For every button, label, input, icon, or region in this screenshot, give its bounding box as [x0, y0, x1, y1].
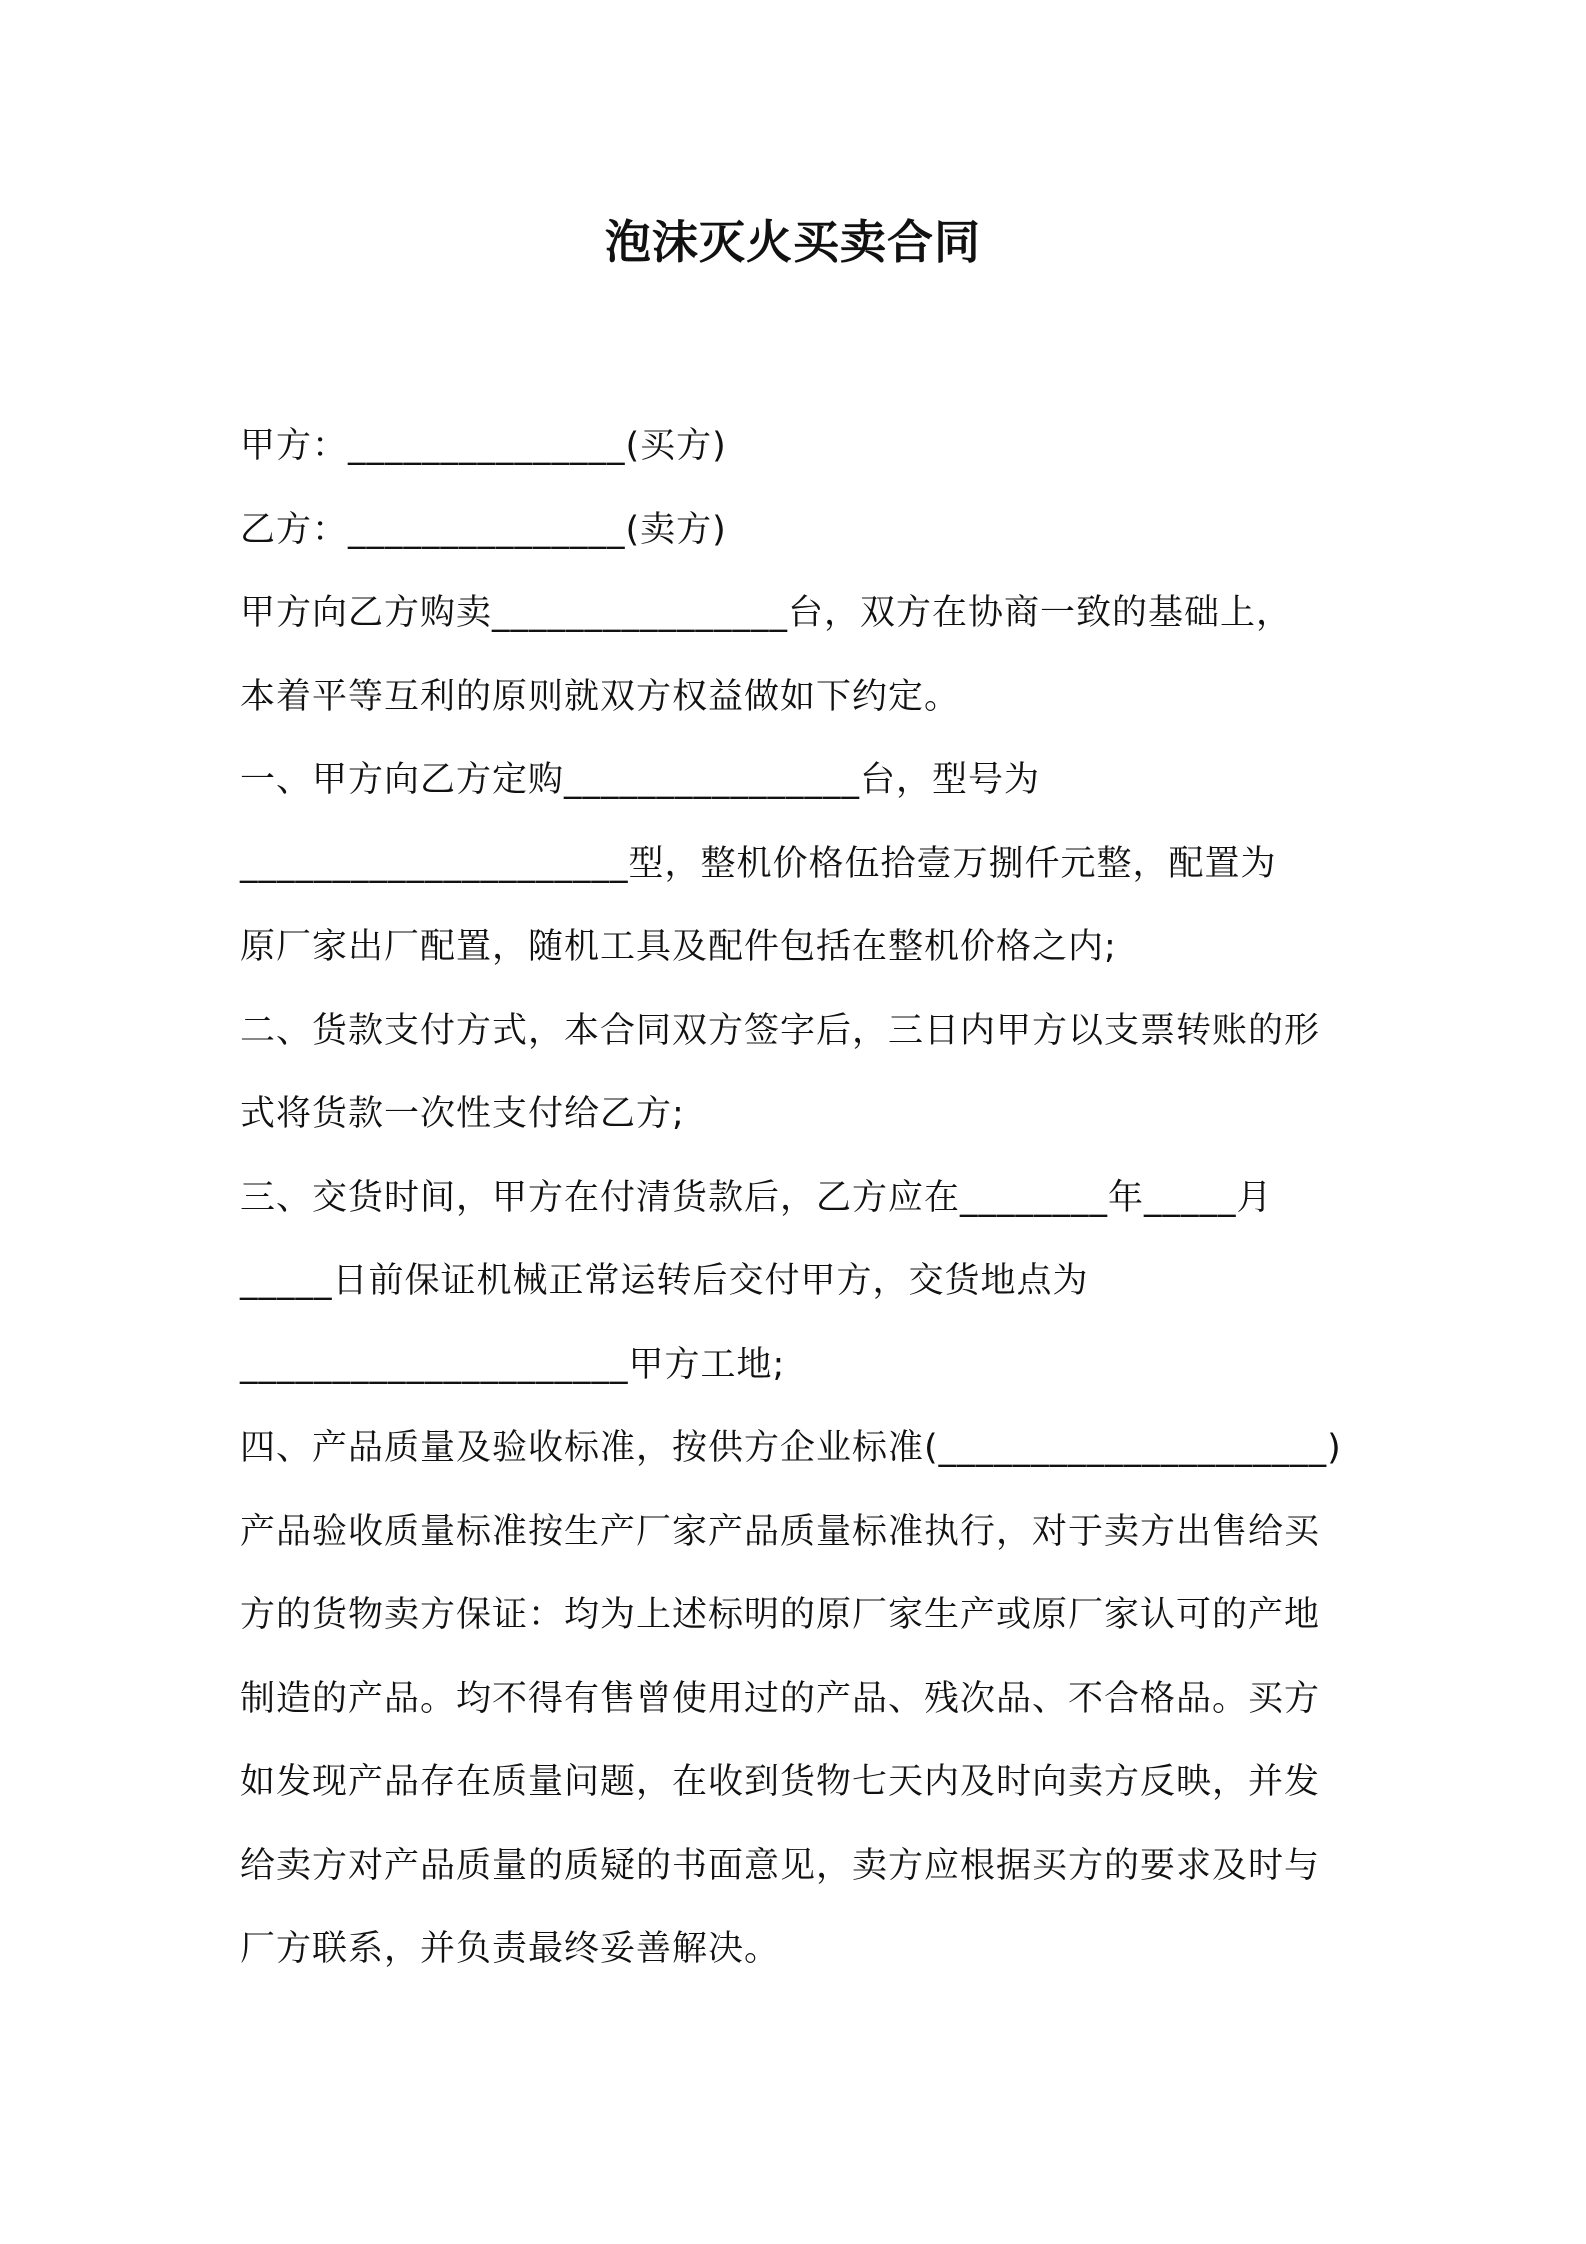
- clause-2-line: 二、货款支付方式，本合同双方签字后，三日内甲方以支票转账的形: [240, 1010, 1321, 1051]
- clause-2-line: 式将货款一次性支付给乙方;: [240, 1094, 685, 1134]
- clause-1-line: 一、甲方向乙方定购________________台，型号为: [240, 760, 1041, 800]
- preamble-line: 甲方向乙方购卖________________台，双方在协商一致的基础上，: [240, 593, 1293, 633]
- clause-4-line: 产品验收质量标准按生产厂家产品质量标准执行，对于卖方出售给买: [240, 1511, 1321, 1552]
- preamble-line: 本着平等互利的原则就双方权益做如下约定。: [240, 676, 961, 717]
- clause-1-line: 原厂家出厂配置，随机工具及配件包括在整机价格之内;: [240, 927, 1117, 967]
- clause-4-line: 给卖方对产品质量的质疑的书面意见，卖方应根据买方的要求及时与: [240, 1845, 1321, 1886]
- clause-3-line: 三、交货时间，甲方在付清货款后，乙方应在________年_____月: [240, 1177, 1273, 1218]
- clause-4-line: 方的货物卖方保证：均为上述标明的原厂家生产或原厂家认可的产地: [240, 1595, 1321, 1635]
- clause-1-line: _____________________型，整机价格伍拾壹万捌仟元整，配置为: [240, 843, 1277, 884]
- clause-3-line: _____日前保证机械正常运转后交付甲方，交货地点为: [240, 1261, 1089, 1301]
- party-a-line: 甲方：_______________(买方): [240, 426, 727, 466]
- clause-4-line: 厂方联系，并负责最终妥善解决。: [240, 1929, 781, 1969]
- clause-4-line: 制造的产品。均不得有售曾使用过的产品、残次品、不合格品。买方: [240, 1678, 1321, 1719]
- document-body: [240, 405, 1360, 1992]
- clause-4-line: 如发现产品存在质量问题，在收到货物七天内及时向卖方反映，并发: [240, 1762, 1321, 1802]
- clause-3-line: _____________________甲方工地;: [240, 1344, 786, 1385]
- party-b-line: 乙方：_______________(卖方): [240, 509, 727, 550]
- clause-4-line: 四、产品质量及验收标准，按供方企业标准(_____________________): [240, 1428, 1342, 1468]
- document-title: 泡沫灭火买卖合同: [605, 215, 981, 269]
